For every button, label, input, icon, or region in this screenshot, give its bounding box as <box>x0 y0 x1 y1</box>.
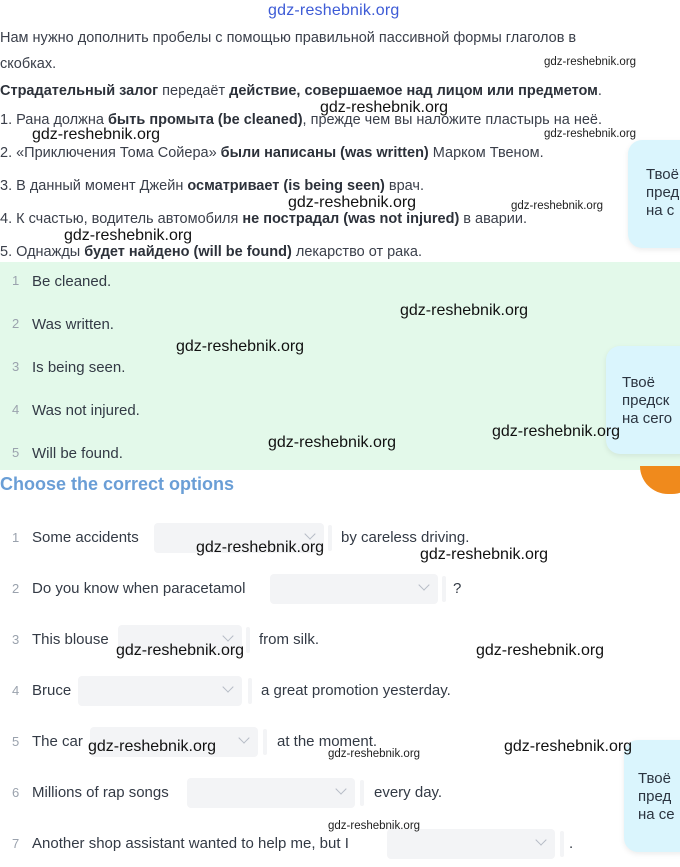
watermark: gdz-reshebnik.org <box>400 302 529 319</box>
question-text-before: Do you know when paracetamol <box>32 580 246 597</box>
question-number: 1 <box>12 530 20 545</box>
question-text-after: at the moment. <box>277 733 378 750</box>
watermark: gdz-reshebnik.org <box>328 748 421 760</box>
answer-dropdown[interactable] <box>270 574 438 604</box>
rule-end: . <box>597 83 602 99</box>
example-2 <box>0 145 544 161</box>
answer-number: 1 <box>12 273 20 288</box>
question-7 <box>0 829 680 859</box>
watermark: gdz-reshebnik.org <box>268 434 397 451</box>
answer-number: 2 <box>12 316 20 331</box>
example-bold: быть промыта (be cleaned) <box>107 112 303 128</box>
intro-line-1: Нам нужно дополнить пробелы с помощью правильной пассивной формы глаголов в <box>0 30 577 46</box>
rule-term: Страдательный залог <box>0 83 159 99</box>
example-bold: осматривает (is being seen) <box>187 178 385 194</box>
dropdown-divider <box>442 576 446 602</box>
chevron-down-icon <box>238 732 249 743</box>
answer-item <box>0 359 680 383</box>
dropdown-divider <box>246 627 250 653</box>
promo-card[interactable] <box>624 740 680 852</box>
example-text: 2. «Приключения Тома Сойера» <box>0 145 221 161</box>
intro-line-2: скобках. <box>0 56 57 72</box>
example-bold: не пострадал (was not injured) <box>242 211 460 227</box>
example-5 <box>0 244 422 260</box>
question-number: 3 <box>12 632 20 647</box>
question-6 <box>0 778 680 808</box>
answer-item <box>0 316 680 340</box>
promo-text: Твоё <box>622 374 655 391</box>
watermark: gdz-reshebnik.org <box>492 423 621 440</box>
dropdown-divider <box>328 525 332 551</box>
chevron-down-icon <box>222 681 233 692</box>
promo-text: на сего <box>622 410 673 427</box>
example-text: 1. Рана должна <box>0 112 108 128</box>
promo-card[interactable] <box>628 140 680 248</box>
question-2 <box>0 574 680 604</box>
example-text: Марком Твеном. <box>428 145 544 161</box>
example-text: 3. В данный момент Джейн <box>0 178 188 194</box>
dropdown-divider <box>360 780 364 806</box>
watermark: gdz-reshebnik.org <box>288 194 417 211</box>
answer-number: 4 <box>12 402 20 417</box>
header-watermark: gdz-reshebnik.org <box>268 2 400 19</box>
question-text-after: ? <box>453 580 462 597</box>
watermark: gdz-reshebnik.org <box>476 642 605 659</box>
question-number: 6 <box>12 785 20 800</box>
question-text-before: The car <box>32 733 83 750</box>
watermark: gdz-reshebnik.org <box>544 56 637 68</box>
question-number: 5 <box>12 734 20 749</box>
chevron-down-icon <box>418 579 429 590</box>
watermark: gdz-reshebnik.org <box>544 128 637 140</box>
example-3 <box>0 178 424 194</box>
watermark: gdz-reshebnik.org <box>320 99 449 116</box>
example-4 <box>0 211 527 227</box>
question-1 <box>0 523 680 553</box>
watermark: gdz-reshebnik.org <box>32 126 161 143</box>
answer-dropdown[interactable] <box>187 778 355 808</box>
example-text: врач. <box>384 178 425 194</box>
question-text-before: Millions of rap songs <box>32 784 169 801</box>
question-text-before: This blouse <box>32 631 109 648</box>
watermark: gdz-reshebnik.org <box>88 738 217 755</box>
answer-text: Will be found. <box>32 445 123 462</box>
promo-text: предск <box>622 392 670 409</box>
promo-text: на се <box>638 806 675 823</box>
watermark: gdz-reshebnik.org <box>420 546 549 563</box>
watermark: gdz-reshebnik.org <box>64 227 193 244</box>
watermark: gdz-reshebnik.org <box>176 338 305 355</box>
rule-definition: действие, совершаемое над лицом или предметом <box>229 83 598 99</box>
dropdown-divider <box>248 678 252 704</box>
question-text-after: every day. <box>374 784 443 801</box>
example-bold: были написаны (was written) <box>220 145 429 161</box>
decorative-orange-shape <box>640 466 680 494</box>
question-4 <box>0 676 680 706</box>
question-number: 2 <box>12 581 20 596</box>
exercise-title: Choose the correct options <box>0 474 235 494</box>
chevron-down-icon <box>222 630 233 641</box>
question-number: 4 <box>12 683 20 698</box>
promo-text: на с <box>646 202 675 219</box>
answer-item <box>0 273 680 297</box>
watermark: gdz-reshebnik.org <box>116 642 245 659</box>
question-text-after: by careless driving. <box>341 529 470 546</box>
answer-dropdown[interactable] <box>387 829 555 859</box>
example-bold: будет найдено (will be found) <box>84 244 292 260</box>
promo-text: Твоё <box>638 770 671 787</box>
chevron-down-icon <box>304 528 315 539</box>
answer-text: Was not injured. <box>32 402 140 419</box>
answer-text: Be cleaned. <box>32 273 112 290</box>
promo-text: пред <box>646 184 680 201</box>
watermark: gdz-reshebnik.org <box>196 539 325 556</box>
question-text-after: . <box>569 835 574 852</box>
watermark: gdz-reshebnik.org <box>504 738 633 755</box>
chevron-down-icon <box>335 783 346 794</box>
example-text: , прежде чем вы наложите пластырь на неё. <box>302 112 602 128</box>
question-text-before: Bruce <box>32 682 72 699</box>
question-number: 7 <box>12 836 20 851</box>
promo-text: Твоё <box>646 166 679 183</box>
dropdown-divider <box>560 831 564 857</box>
question-text-after: from silk. <box>259 631 319 648</box>
example-text: 4. К счастью, водитель автомобиля <box>0 211 243 227</box>
watermark: gdz-reshebnik.org <box>328 820 421 832</box>
rule-mid: передаёт <box>158 83 230 99</box>
example-text: в аварии. <box>459 211 528 227</box>
question-text-before: Another shop assistant wanted to help me, but I <box>32 835 349 852</box>
example-text: лекарство от рака. <box>291 244 422 260</box>
answer-dropdown[interactable] <box>78 676 242 706</box>
dropdown-divider <box>263 729 267 755</box>
answer-number: 3 <box>12 359 20 374</box>
passive-rule <box>0 83 602 99</box>
answer-text: Was written. <box>32 316 114 333</box>
promo-text: пред <box>638 788 672 805</box>
answer-number: 5 <box>12 445 20 460</box>
chevron-down-icon <box>535 834 546 845</box>
question-text-before: Some accidents <box>32 529 139 546</box>
example-text: 5. Однажды <box>0 244 85 260</box>
watermark: gdz-reshebnik.org <box>511 200 604 212</box>
answer-text: Is being seen. <box>32 359 126 376</box>
question-text-after: a great promotion yesterday. <box>261 682 451 699</box>
